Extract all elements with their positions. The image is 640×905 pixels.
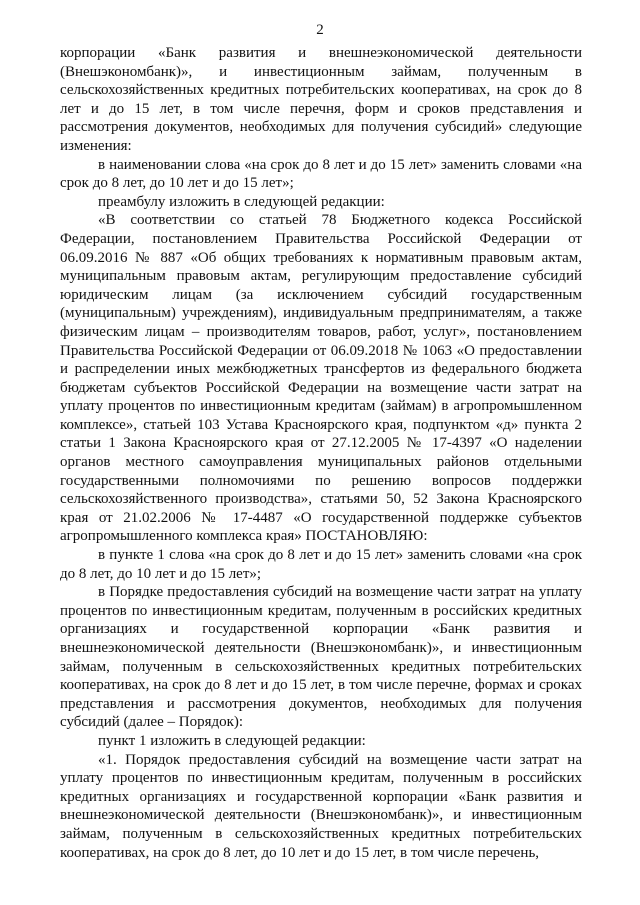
paragraph-preamble-text: «В соответствии со статьей 78 Бюджетного кодекса Российской Федерации, постановлением Правительства Российской Федерации от 06.09.2016 № 887 «Об общих требованиях к нормативным правовым актам, муниципальным правовым актам, регулирующим предоставление субсидий юридическим лицам (за исключением субсидий государственным (муниципальным) учреждениям), индивидуальным предпринимателям, а также физическим лицам – производителям товаров, работ, услуг», постановлением Правительства Российской Федерации от 06.09.2018 № 1063 «О предоставлении и распределении иных межбюджетных трансфертов из федерального бюджета бюджетам субъектов Российской Федерации на возмещение части затрат на уплату процентов по инвестиционным кредитам (займам) в агропромышленном комплексе», статьей 103 Устава Красноярского края, подпунктом «д» пункта 2 статьи 1 Закона Красноярского края от 27.12.2005 № 17-4397 «О наделении органов местного самоуправления муниципальных районов отдельными государственными полномочиями по решению вопросов поддержки сельскохозяйственного производства», статьями 50, 52 Закона Красноярского края от 21.02.2006 № 17-4487 «О государственной поддержке субъектов агропромышленного комплекса края» ПОСТАНОВЛЯЮ: — [60, 212, 582, 545]
paragraph-procedure: в Порядке предоставления субсидий на возмещение части затрат на уплату процентов по инвестиционным кредитам, полученным в российских кредитных организациях и государственной корпорации «Банк развития и внешнеэкономической деятельности (Внешэкономбанк)», и инвестиционным займам, полученным в сельскохозяйственных кредитных потребительских кооперативах, на срок до 8 лет и до 15 лет, в том числе перечне, формах и сроках представления и рассмотрения документов, необходимых для получения субсидий (далее – Порядок): — [60, 584, 582, 731]
paragraph-point-1-change: в пункте 1 слова «на срок до 8 лет и до 15 лет» заменить словами «на срок до 8 лет, до 10 лет и до 15 лет»; — [60, 547, 582, 582]
page-number: 2 — [316, 22, 324, 38]
paragraph-point-1-text: «1. Порядок предоставления субсидий на возмещение части затрат на уплату процентов по инвестиционным кредитам, полученным в российских кредитных организациях и государственной корпорации «Банк развития и внешнеэкономической деятельности (Внешэкономбанк)», и инвестиционным займам, полученным в сельскохозяйственных кредитных потребительских кооперативах, на срок до 8 лет, до 10 лет и до 15 лет, в том числе перечень, — [60, 751, 582, 861]
paragraph-point-1-heading: пункт 1 изложить в следующей редакции: — [98, 732, 366, 749]
paragraph-intro: корпорации «Банк развития и внешнеэкономической деятельности (Внешэкономбанк)», и инвестиционным займам, полученным в сельскохозяйственных кредитных потребительских кооперативах, на срок до 8 лет и до 15 лет, в том числе перечня, форм и сроков представления и рассмотрения документов, необходимых для получения субсидий» следующие изменения: — [60, 45, 582, 154]
paragraph-title-change: в наименовании слова «на срок до 8 лет и до 15 лет» заменить словами «на срок до 8 лет, до 10 лет и до 15 лет»; — [60, 156, 582, 192]
document-body — [60, 44, 582, 862]
paragraph-preamble-heading: преамбулу изложить в следующей редакции: — [98, 193, 385, 210]
